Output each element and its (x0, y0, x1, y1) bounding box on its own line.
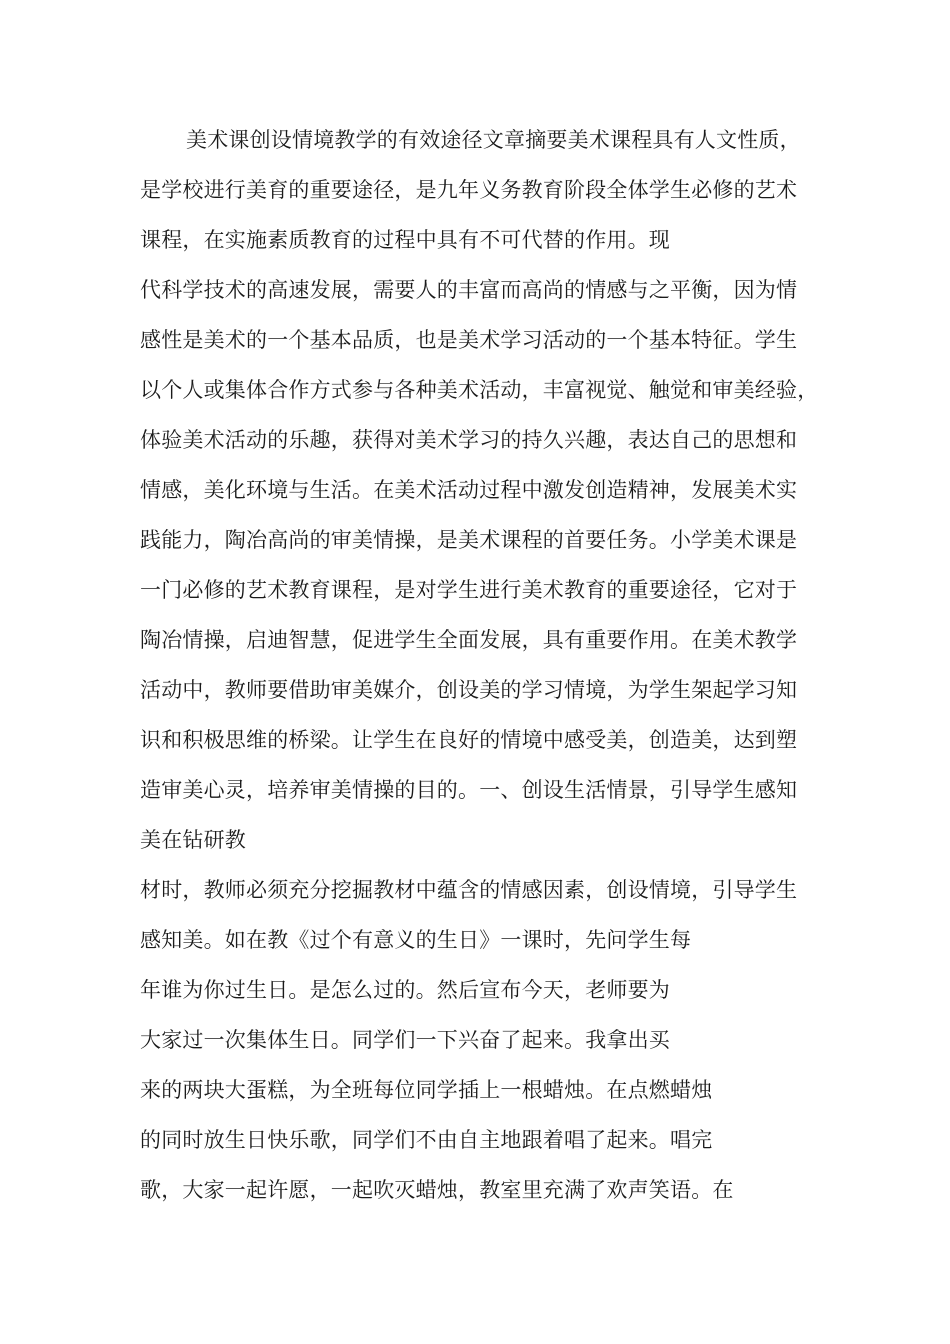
text-line: 情感，美化环境与生活。在美术活动过程中激发创造精神，发展美术实 (140, 478, 798, 502)
text-line: 的同时放生日快乐歌，同学们不由自主地跟着唱了起来。唱完 (140, 1128, 713, 1152)
text-line: 以个人或集体合作方式参与各种美术活动，丰富视觉、触觉和审美经验， (140, 378, 819, 402)
text-line: 识和积极思维的桥梁。让学生在良好的情境中感受美，创造美，达到塑 (140, 728, 798, 752)
text-line: 来的两块大蛋糕，为全班每位同学插上一根蜡烛。在点燃蜡烛 (140, 1078, 713, 1102)
text-line: 感性是美术的一个基本品质，也是美术学习活动的一个基本特征。学生 (140, 328, 798, 352)
text-line: 践能力，陶冶高尚的审美情操，是美术课程的首要任务。小学美术课是 (140, 528, 798, 552)
text-line: 代科学技术的高速发展，需要人的丰富而高尚的情感与之平衡，因为情 (140, 278, 798, 302)
text-line: 陶冶情操，启迪智慧，促进学生全面发展，具有重要作用。在美术教学 (140, 628, 798, 652)
text-line: 是学校进行美育的重要途径，是九年义务教育阶段全体学生必修的艺术 (140, 178, 798, 202)
text-line: 体验美术活动的乐趣，获得对美术学习的持久兴趣，表达自己的思想和 (140, 428, 798, 452)
text-line: 一门必修的艺术教育课程，是对学生进行美术教育的重要途径，它对于 (140, 578, 798, 602)
text-line: 大家过一次集体生日。同学们一下兴奋了起来。我拿出买 (140, 1028, 670, 1052)
text-line: 感知美。如在教《过个有意义的生日》一课时，先问学生每 (140, 928, 692, 952)
text-line: 美术课创设情境教学的有效途径文章摘要美术课程具有人文性质， (186, 128, 801, 152)
text-line: 美在钻研教 (140, 828, 246, 852)
text-line: 造审美心灵，培养审美情操的目的。一、创设生活情景，引导学生感知 (140, 778, 798, 802)
text-line: 课程，在实施素质教育的过程中具有不可代替的作用。现 (140, 228, 670, 252)
text-line: 活动中，教师要借助审美媒介，创设美的学习情境，为学生架起学习知 (140, 678, 798, 702)
text-line: 歌，大家一起许愿，一起吹灭蜡烛，教室里充满了欢声笑语。在 (140, 1178, 734, 1202)
text-line: 年谁为你过生日。是怎么过的。然后宣布今天，老师要为 (140, 978, 670, 1002)
text-line: 材时，教师必须充分挖掘教材中蕴含的情感因素，创设情境，引导学生 (140, 878, 798, 902)
